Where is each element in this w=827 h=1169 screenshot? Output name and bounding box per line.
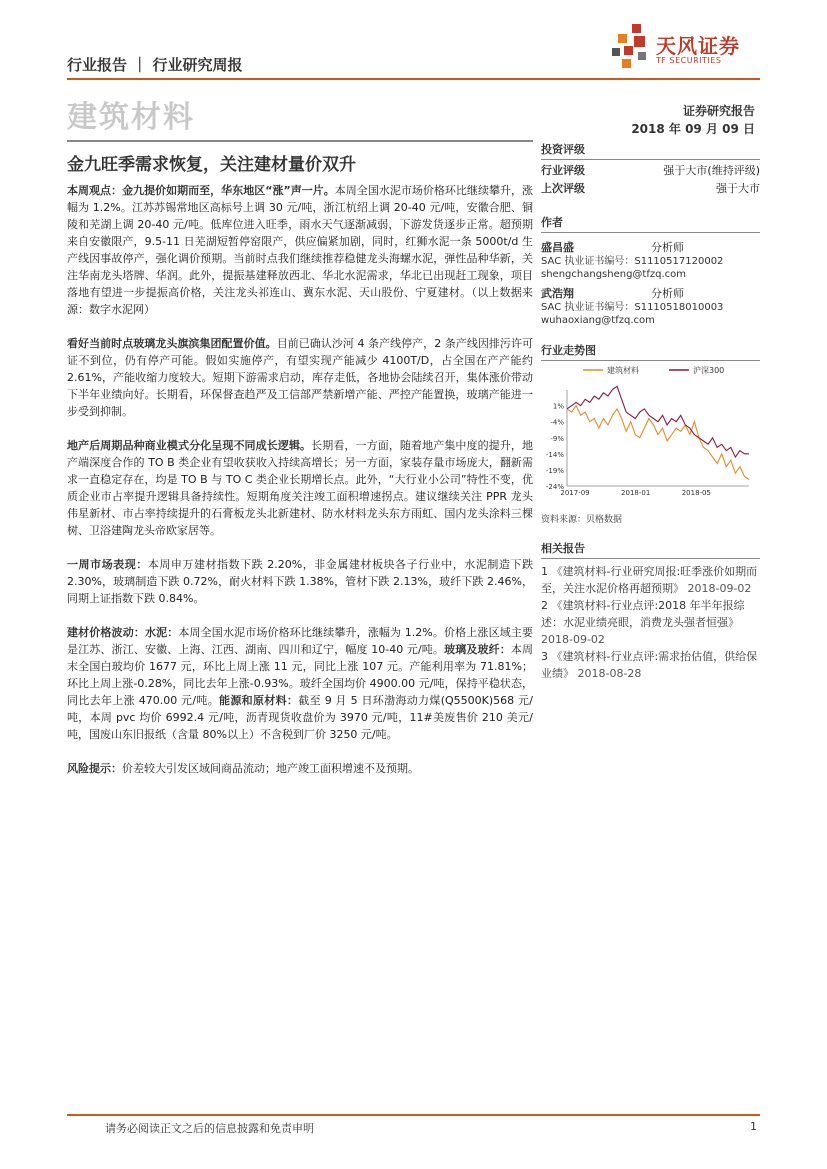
paragraph-text: 本周末全国白玻均价 1677 元，环比上周上涨 11 元，同比上涨 107 元。产能利用率为 71.81%；环比上周上涨-0.28%，同比去年上涨-0.93%。玻纤全国均价 4900.00 元/吨，保持平稳状态，同比去年上涨 470.00 元/吨。: [67, 643, 534, 707]
legend-label-hs300: 沪深300: [693, 366, 725, 375]
report-type: 证券研究报告: [682, 104, 755, 118]
brand-sub: TF SECURITIES: [656, 56, 722, 65]
related-text: 2 《建筑材料-行业点评:2018 年半年报综述：水泥业绩亮眼，消费龙头强者恒强》: [541, 599, 745, 629]
related-date: 2018-08-28: [577, 667, 642, 680]
analyst-name: 盛昌盛: [541, 241, 574, 254]
footer-disclaimer[interactable]: 请务必阅读正文之后的信息披露和免责申明: [105, 1122, 314, 1135]
prev-rating-label: 上次评级: [541, 182, 585, 195]
paragraph-lead: 看好当前时点玻璃龙头旗滨集团配置价值。: [67, 337, 277, 350]
top-rule: [67, 78, 760, 80]
related-report-3[interactable]: [541, 648, 760, 682]
series-line-building: [567, 406, 749, 480]
rating-label: 行业评级: [541, 164, 585, 177]
analyst-email[interactable]: shengchangsheng@tfzq.com: [541, 269, 686, 280]
rating-head: 投资评级: [541, 141, 760, 160]
analyst-2: [541, 285, 760, 327]
rating-section: [541, 141, 760, 198]
paragraph-text: 截至 9 月 5 日环渤海动力煤(Q5500K)568 元/吨，本周 pvc 均价 6992.4 元/吨，沥青现货收盘价为 3970 元/吨，11#美废售价 210 美元/吨，国废山东旧报纸（含量 80%以上）不含税到厂价 3250 元/吨。: [67, 694, 533, 741]
paragraph-lead: 本周观点：金九提价如期而至，华东地区“涨”声一片。: [67, 184, 335, 197]
rating-row: [541, 162, 760, 180]
legend-label-building: 建筑材料: [607, 366, 639, 375]
analyst-title: 分析师: [651, 287, 684, 300]
paragraph-lead: 风险提示：: [67, 762, 122, 775]
x-tick-label: 2018-01: [621, 489, 651, 497]
paragraph-market: [67, 556, 533, 607]
paragraph-sublead: 玻璃及玻纤：: [444, 643, 511, 656]
analyst-1: [541, 239, 760, 281]
related-section: [541, 540, 760, 682]
trend-head: 行业走势图: [541, 342, 760, 361]
paragraph-glass: [67, 335, 533, 420]
y-tick-label: -9%: [550, 434, 564, 443]
trend-chart: [541, 358, 760, 498]
bottom-rule: [67, 1114, 760, 1116]
y-tick-label: -4%: [550, 418, 564, 427]
prev-rating-row: [541, 180, 760, 198]
paragraph-text: 本周申万建材指数下跌 2.20%，非金属建材板块各子行业中，水泥制造下跌 2.30%，玻璃制造下跌 0.72%，耐火材料下跌 1.38%，管材下跌 2.13%，玻纤下跌 2.46%，同期上证指数下跌 0.84%。: [67, 558, 533, 605]
paragraph-property: [67, 437, 533, 539]
related-report-1[interactable]: [541, 563, 760, 597]
title-rule: [67, 140, 533, 142]
paragraph-text: 本周全国水泥市场价格环比继续攀升，涨幅为 1.2%。价格上涨区域主要是江苏、浙江、安徽、上海、江西、湖南、四川和辽宁，幅度 10-40 元/吨。: [67, 626, 533, 656]
paragraph-view: [67, 182, 533, 318]
analyst-sac: SAC 执业证书编号：S1110517120002: [541, 256, 724, 267]
rating-value: 强于大市(维持评级): [663, 164, 760, 177]
x-tick-label: 2017-09: [560, 489, 590, 497]
sector-title: 建筑材料: [67, 100, 195, 135]
related-head: 相关报告: [541, 540, 760, 559]
author-section: [541, 214, 760, 327]
author-head: 作者: [541, 214, 760, 233]
paragraph-risk: [67, 760, 533, 777]
y-tick-label: 1%: [552, 402, 564, 411]
paragraph-prices: [67, 624, 533, 743]
page-number: 1: [750, 1120, 757, 1133]
analyst-sac: SAC 执业证书编号：S1110518010003: [541, 302, 724, 313]
prev-rating-value: 强于大市: [716, 182, 760, 195]
related-text: 3 《建筑材料-行业点评:需求抬估值，供给保业绩》: [541, 650, 758, 680]
paragraph-lead: 地产后周期品种商业模式分化呈现不同成长逻辑。: [67, 439, 312, 452]
paragraph-text: 本周全国水泥市场价格环比继续攀升，涨幅为 1.2%。江苏苏锡常地区高标号上调 30 元/吨，浙江杭绍上调 20-40 元/吨，安徽合肥、铜陵和芜湖上调 20-40 元/吨。低库位进入旺季，雨水天气逐渐减弱，下游发货逐步正常。超预期来自安徽限产，9.5-11 日芜湖短暂停窑限产，供应偏紧加剧，同时，红狮水泥一条 5000t/d 生产线因事故停产，强化调价预期。当前时点我们继续推荐稳健龙头海螺水泥，弹性品种华新，关注华南龙头塔牌、华润。此外，提振基建释放西北、华北水泥需求，华北已出现赶工现象，项目落地有望进一步提振高价格，关注龙头祁连山、冀东水泥、天山股份、宁夏建材。（以上数据来源：数字水泥网）: [67, 184, 533, 316]
y-tick-label: -24%: [545, 483, 564, 491]
paragraph-text: 目前已确认沙河 4 条产线停产，2 条产线因排污许可证不到位，仍有停产可能。假如实施停产，有望实现产能减少 4100T/D，占全国在产产能约 2.61%，产能收缩力度较大。短期下游需求启动，库存走低，各地协会陆续召开，集体涨价带动下半年业绩向好。长期看，环保督查趋严及工信部严禁新增产能、严控产能置换，玻璃产能进一步受到抑制。: [67, 337, 533, 418]
analyst-email[interactable]: wuhaoxiang@tfzq.com: [541, 315, 655, 326]
logo-mark-icon: [610, 22, 654, 70]
report-category: 行业报告 ｜ 行业研究周报: [67, 56, 243, 74]
y-tick-label: -19%: [545, 466, 564, 475]
paragraph-text: 价差较大引发区域间商品流动；地产竣工面积增速不及预期。: [122, 762, 419, 775]
paragraph-lead: 一周市场表现：: [67, 558, 148, 571]
paragraph-text: 长期看，一方面，随着地产集中度的提升，地产端深度合作的 TO B 类企业有望收获收入持续高增长；另一方面，家装存量市场庞大，翻新需求一直稳定存在，均是 TO B 与 TO C 类企业长期增长点。此外，“大行业小公司”特性不变，优质企业市占率提升逻辑具备持续性。短期角度关注竣工面积增速拐点。建议继续关注 PPR 龙头伟星新材、市占率持续提升的石膏板龙头北新建材、防水材料龙头东方雨虹、国内龙头涂料三棵树、卫浴建陶龙头帝欧家居等。: [67, 439, 534, 537]
related-report-2[interactable]: [541, 597, 760, 648]
related-date: 2018-09-02: [541, 633, 605, 646]
paragraph-sublead: 能源和原材料：: [219, 694, 299, 707]
series-line-hs300: [567, 386, 749, 457]
trend-chart-svg: [541, 358, 760, 498]
analyst-name: 武浩翔: [541, 287, 574, 300]
chart-source: 资料来源：贝格数据: [541, 515, 623, 525]
analyst-title: 分析师: [651, 241, 684, 254]
x-tick-label: 2018-05: [681, 489, 711, 497]
main-body: [67, 182, 533, 794]
y-tick-label: -14%: [545, 450, 564, 459]
related-text: 1 《建筑材料-行业研究周报:旺季涨价如期而至，关注水泥价格再超预期》: [541, 565, 758, 595]
related-date: 2018-09-02: [687, 582, 752, 595]
report-date: 2018 年 09 月 09 日: [631, 122, 755, 136]
brand-name: 天风证券: [656, 34, 740, 58]
report-title: 金九旺季需求恢复，关注建材量价双升: [67, 155, 356, 175]
paragraph-lead: 建材价格波动：水泥：: [67, 626, 179, 639]
